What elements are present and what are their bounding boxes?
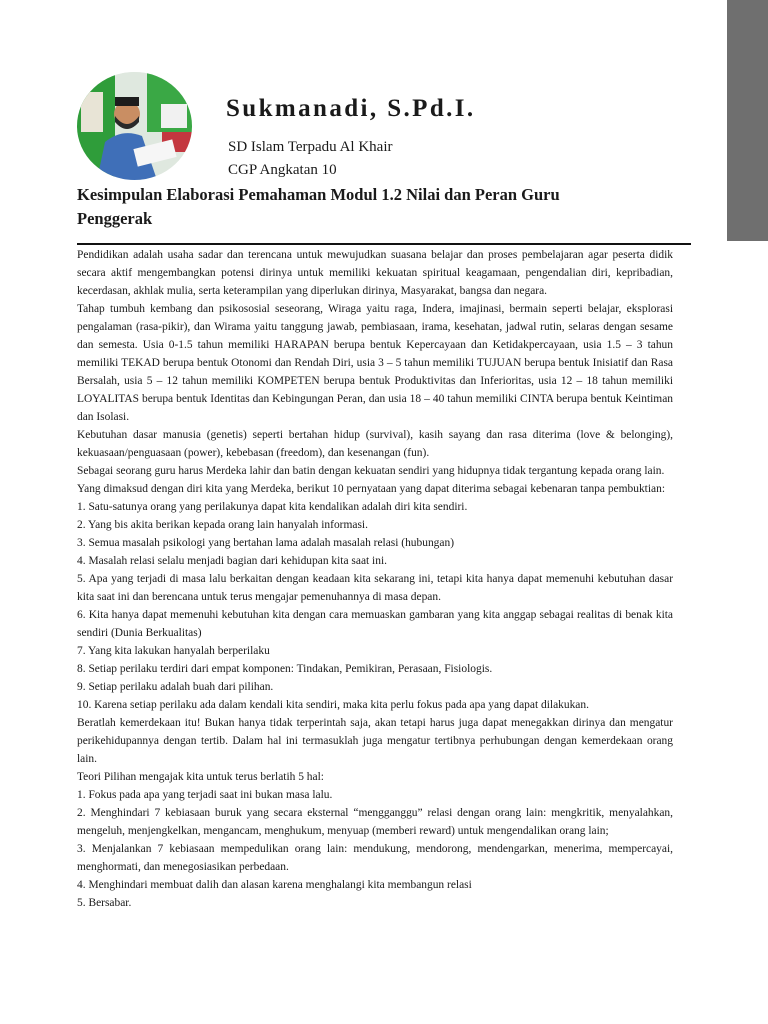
list-item: 5. Apa yang terjadi di masa lalu berkaitan dengan keadaan kita sekarang ini, tetapi kita hanya dapat memenuhi kebutuhan dasar kita saat ini dan berencana untuk terus mengajar pemenuhannya di masa depan. bbox=[77, 573, 673, 603]
list-item: 8. Setiap perilaku terdiri dari empat komponen: Tindakan, Pemikiran, Perasaan, Fisiologis. bbox=[77, 663, 493, 675]
list-item: 7. Yang kita lakukan hanyalah berperilaku bbox=[77, 645, 270, 657]
list-item: 9. Setiap perilaku adalah buah dari pilihan. bbox=[77, 681, 274, 693]
document-title: Kesimpulan Elaborasi Pemahaman Modul 1.2 Nilai dan Peran Guru Penggerak bbox=[77, 185, 560, 228]
paragraph: Yang dimaksud dengan diri kita yang Merdeka, berikut 10 pernyataan yang dapat diterima sebagai kebenaran tanpa pembuktian: bbox=[77, 483, 665, 495]
list-item: 6. Kita hanya dapat memenuhi kebutuhan kita dengan cara memuaskan gambaran yang kita anggap sebagai realitas di benak kita sendiri (Dunia Berkualitas) bbox=[77, 609, 673, 639]
paragraph: Pendidikan adalah usaha sadar dan terencana untuk mewujudkan suasana belajar dan proses pembelajaran agar peserta didik secara aktif mengembangkan potensi dirinya untuk memiliki kekuatan spiritual keagamaan, pengendalian diri, kepribadian, kecerdasan, akhlak mulia, serta keterampilan yang diperlukan dirinya, Masyarakat, bangsa dan negara. bbox=[77, 249, 673, 297]
list-item: 1. Satu-satunya orang yang perilakunya dapat kita kendalikan adalah diri kita sendiri. bbox=[77, 501, 468, 513]
cohort-label: CGP Angkatan 10 bbox=[228, 162, 337, 178]
list-item: 2. Menghindari 7 kebiasaan buruk yang secara eksternal “mengganggu” relasi dengan orang lain: mengkritik, menyalahkan, mengeluh, menjengkelkan, mengancam, menghukum, menyuap (memberi reward) untuk mengendalikan orang lain; bbox=[77, 807, 673, 837]
paragraph: Teori Pilihan mengajak kita untuk terus berlatih 5 hal: bbox=[77, 771, 324, 783]
list-item: 5. Bersabar. bbox=[77, 897, 132, 909]
profile-photo bbox=[77, 72, 192, 180]
list-item: 2. Yang bis akita berikan kepada orang lain hanyalah informasi. bbox=[77, 519, 368, 531]
list-item: 4. Masalah relasi selalu menjadi bagian dari kehidupan kita saat ini. bbox=[77, 555, 387, 567]
author-name: Sukmanadi, S.Pd.I. bbox=[226, 95, 476, 122]
paragraph: Kebutuhan dasar manusia (genetis) seperti bertahan hidup (survival), kasih sayang dan rasa diterima (love & belonging), kekuasaan/penguasaan (power), kebebasan (freedom), dan kesenangan (fun). bbox=[77, 429, 673, 459]
side-scroll-tab[interactable] bbox=[727, 0, 768, 241]
list-item: 10. Karena setiap perilaku ada dalam kendali kita sendiri, maka kita perlu fokus pada apa yang dapat dilakukan. bbox=[77, 699, 589, 711]
list-item: 4. Menghindari membuat dalih dan alasan karena menghalangi kita membangun relasi bbox=[77, 879, 472, 891]
list-item: 3. Semua masalah psikologi yang bertahan lama adalah masalah relasi (hubungan) bbox=[77, 537, 454, 549]
school-name: SD Islam Terpadu Al Khair bbox=[228, 139, 393, 155]
paragraph: Tahap tumbuh kembang dan psikososial seseorang, Wiraga yaitu raga, Indera, imajinasi, bermain seperti belajar, eksplorasi pengalaman (rasa-pikir), dan Wirama yaitu tanggung jawab, pembiasaan, irama, kesehatan, jadwal rutin, selaras dengan sesame dan semesta. Usia 0-1.5 tahun memiliki HARAPAN berupa bentuk Kepercayaan dan Ketidakpercayaan, usia 1.5 – 3 tahun memiliki TEKAD berupa bentuk Otonomi dan Rendah Diri, usia 3 – 5 tahun memiliki TUJUAN berupa bentuk Inisiatif dan Rasa Bersalah, usia 5 – 12 tahun memiliki KOMPETEN berupa bentuk Produktivitas dan Inferioritas, usia 12 – 18 tahun memiliki LOYALITAS berupa bentuk Identitas dan Kebingungan Peran, dan usia 18 – 40 tahun memiliki CINTA berupa bentuk Keintiman dan Isolasi. bbox=[77, 303, 673, 423]
document-body bbox=[77, 246, 673, 912]
list-item: 1. Fokus pada apa yang terjadi saat ini bukan masa lalu. bbox=[77, 789, 333, 801]
paragraph: Beratlah kemerdekaan itu! Bukan hanya tidak terperintah saja, akan tetapi harus juga dapat menegakkan dirinya dan mengatur perikehidupannya dengan tertib. Dalam hal ini termasuklah juga mengatur tertibnya perhubungan dengan kemerdekaan orang lain. bbox=[77, 717, 673, 765]
header-divider bbox=[77, 243, 691, 245]
list-item: 3. Menjalankan 7 kebiasaan mempedulikan orang lain: mendukung, mendorong, mendengarkan, menerima, mempercayai, menghormati, dan menegosiasikan perbedaan. bbox=[77, 843, 673, 873]
paragraph: Sebagai seorang guru harus Merdeka lahir dan batin dengan kekuatan sendiri yang hidupnya tidak tergantung kepada orang lain. bbox=[77, 465, 665, 477]
